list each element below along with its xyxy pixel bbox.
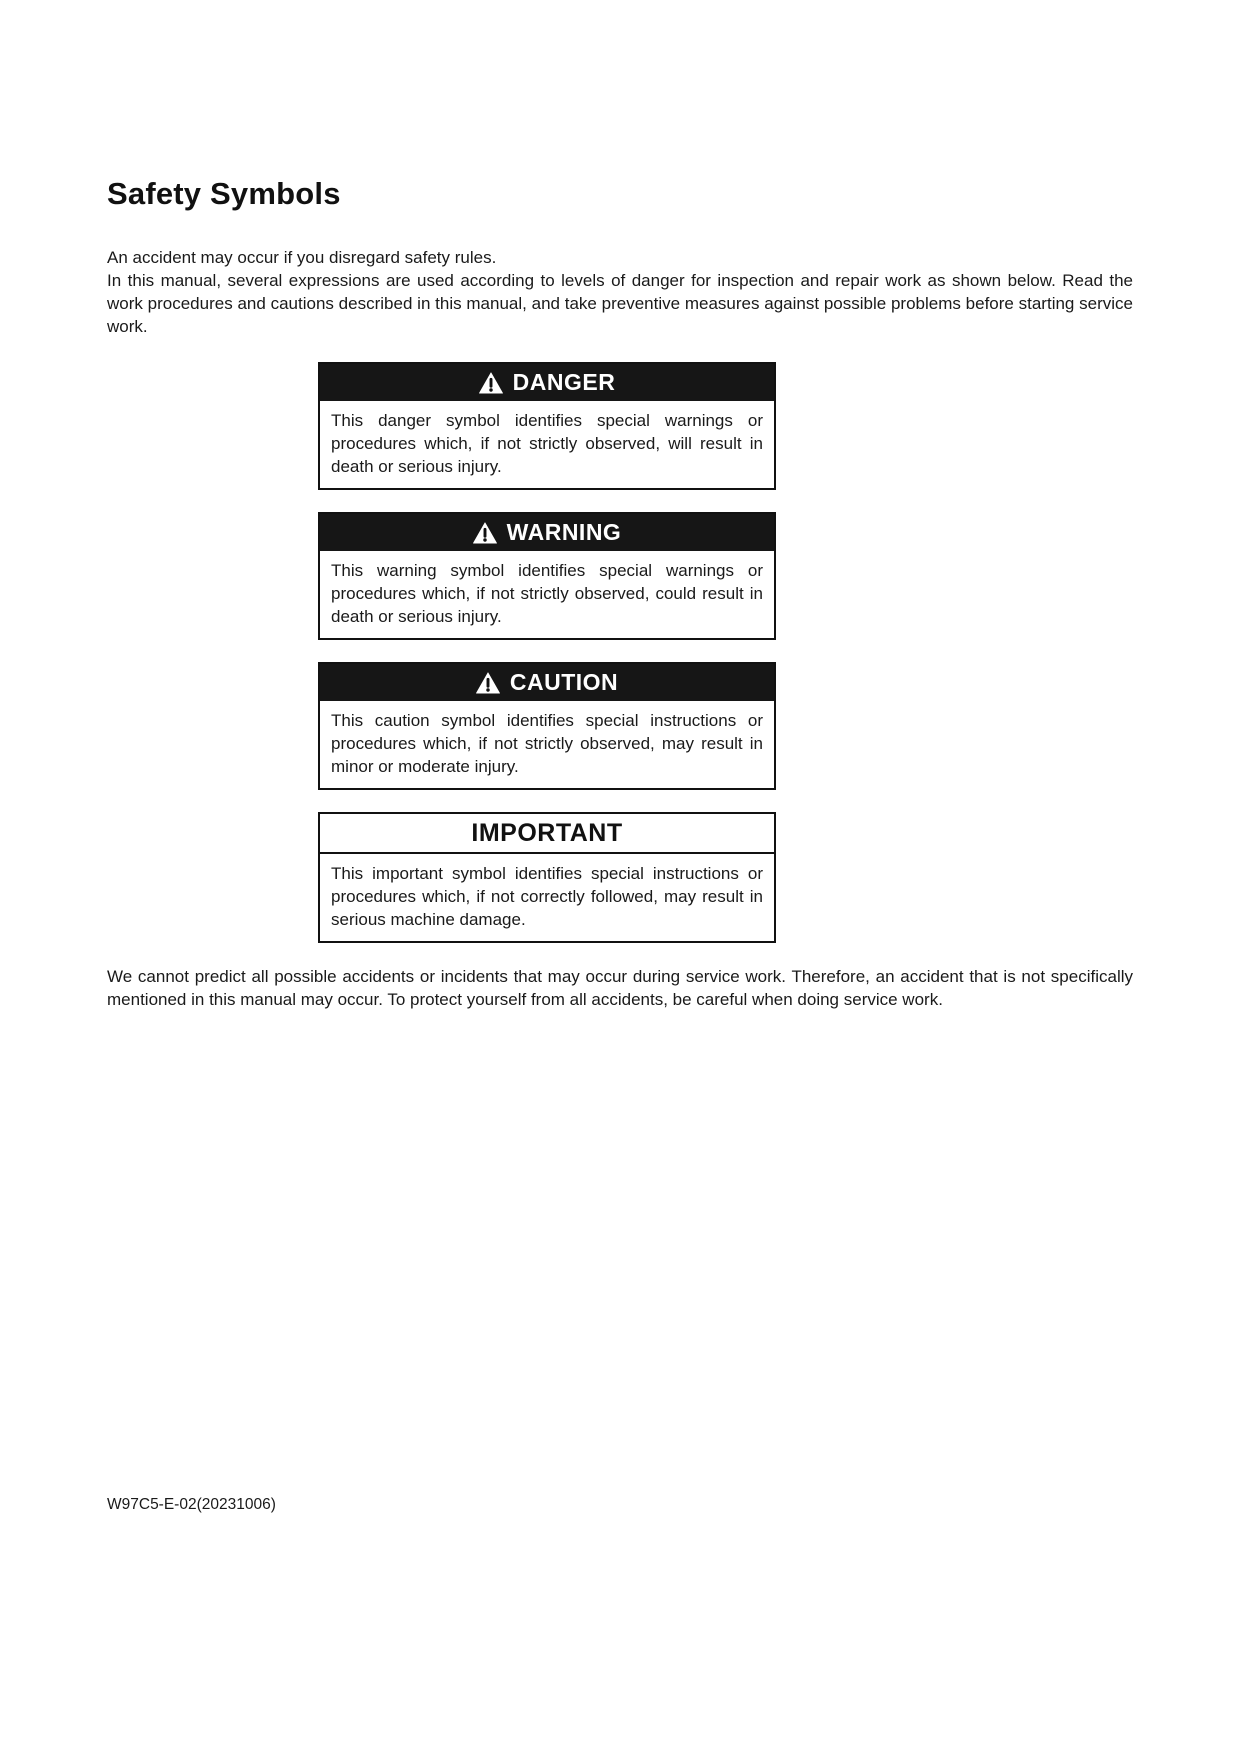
caution-header xyxy=(320,664,774,701)
danger-header xyxy=(320,364,774,401)
intro-line-1: An accident may occur if you disregard safety rules. xyxy=(107,248,497,267)
warning-triangle-icon xyxy=(476,672,500,694)
caution-body-text: This caution symbol identifies special instructions or procedures which, if not strictly observed, may result in minor or moderate injury. xyxy=(331,711,763,776)
warning-label: WARNING xyxy=(506,519,622,545)
important-header xyxy=(320,814,774,854)
danger-box xyxy=(318,362,776,490)
page-title: Safety Symbols xyxy=(107,176,341,211)
danger-label: DANGER xyxy=(512,369,616,395)
document-code: W97C5-E-02(20231006) xyxy=(107,1496,276,1513)
danger-body-text: This danger symbol identifies special warnings or procedures which, if not strictly observed, will result in death or serious injury. xyxy=(331,411,763,476)
caution-label: CAUTION xyxy=(509,669,619,695)
warning-box xyxy=(318,512,776,640)
warning-header xyxy=(320,514,774,551)
warning-triangle-icon xyxy=(473,522,497,544)
safety-boxes xyxy=(318,362,776,943)
important-box xyxy=(318,812,776,943)
warning-body-text: This warning symbol identifies special warnings or procedures which, if not strictly observed, could result in death or serious injury. xyxy=(331,561,763,626)
caution-box xyxy=(318,662,776,790)
closing-paragraph: We cannot predict all possible accidents or incidents that may occur during service work. Therefore, an accident that is not specifically mentioned in this manual may occur. To protect yourself from all accidents, be careful when doing service work. xyxy=(107,967,1133,1009)
important-label: IMPORTANT xyxy=(471,818,623,847)
intro-paragraph: In this manual, several expressions are used according to levels of danger for inspection and repair work as shown below. Read the work procedures and cautions described in this manual, and take preventive measures against possible problems before starting service work. xyxy=(107,271,1133,336)
important-body-text: This important symbol identifies special instructions or procedures which, if not correctly followed, may result in serious machine damage. xyxy=(331,864,763,929)
warning-triangle-icon xyxy=(479,372,503,394)
